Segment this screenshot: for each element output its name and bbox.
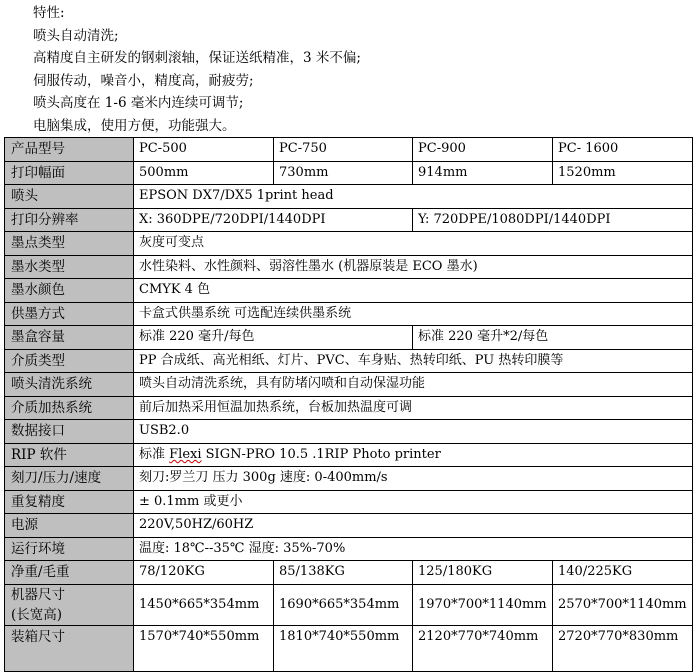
table-row-pack-size xyxy=(5,625,693,671)
cell-value: 1570*740*550mm xyxy=(134,625,274,671)
row-label: 产品型号 xyxy=(5,138,134,162)
table-row-resolution xyxy=(5,208,693,232)
cell-value: 220V,50HZ/60HZ xyxy=(134,514,693,538)
cell-value: 灰度可变点 xyxy=(134,232,693,256)
cell-value: 78/120KG xyxy=(134,561,274,585)
row-label: 墨水类型 xyxy=(5,255,134,279)
cell-value: 1970*700*1140mm xyxy=(413,584,553,625)
cell-value: 140/225KG xyxy=(553,561,693,585)
cell-value: 水性染料、水性颜料、弱溶性墨水 (机器原装是 ECO 墨水) xyxy=(134,255,693,279)
row-label: 介质加热系统 xyxy=(5,396,134,420)
cell-value: 500mm xyxy=(134,161,274,185)
table-row-cutter xyxy=(5,467,693,491)
cell-value: 2570*700*1140mm xyxy=(553,584,693,625)
row-label xyxy=(5,584,134,625)
row-label: 刻刀/压力/速度 xyxy=(5,467,134,491)
table-row-machine-size xyxy=(5,584,693,625)
cell-value: 标准 220 毫升*2/每色 xyxy=(413,326,693,350)
cell-value: 1810*740*550mm xyxy=(274,625,413,671)
cell-value: PC- 1600 xyxy=(553,138,693,162)
cell-value: 730mm xyxy=(274,161,413,185)
table-row-environment xyxy=(5,537,693,561)
feature-line: 喷头高度在 1-6 毫米内连续可调节; xyxy=(33,95,244,111)
row-label: 打印分辨率 xyxy=(5,208,134,232)
cell-value: USB2.0 xyxy=(134,420,693,444)
row-label: 墨点类型 xyxy=(5,232,134,256)
table-row-print-width xyxy=(5,161,693,185)
row-label-line: (长宽高) xyxy=(11,606,63,623)
row-label: 数据接口 xyxy=(5,420,134,444)
features-section xyxy=(33,2,673,137)
cell-value xyxy=(134,443,693,467)
cell-value: PC-750 xyxy=(274,138,413,162)
table-row-ink-supply xyxy=(5,302,693,326)
features-title: 特性: xyxy=(33,5,65,21)
cell-value: 喷头自动清洗系统，具有防堵闪喷和自动保湿功能 xyxy=(134,373,693,397)
feature-line: 喷头自动清洗; xyxy=(33,27,119,44)
row-label: 运行环境 xyxy=(5,537,134,561)
cell-value: X: 360DPE/720DPI/1440DPI xyxy=(134,208,413,232)
table-row-power xyxy=(5,514,693,538)
feature-line: 伺服传动，噪音小，精度高，耐疲劳; xyxy=(33,72,254,89)
table-row-ink-type xyxy=(5,255,693,279)
feature-line: 电脑集成，使用方便，功能强大。 xyxy=(33,117,236,134)
cell-value: 914mm xyxy=(413,161,553,185)
table-row-model xyxy=(5,138,693,162)
row-label: 电源 xyxy=(5,514,134,538)
row-label: 墨水颜色 xyxy=(5,279,134,303)
cell-value: 2120*770*740mm xyxy=(413,625,553,671)
table-row-cleaning xyxy=(5,373,693,397)
row-label: 装箱尺寸 xyxy=(5,625,134,671)
spec-table xyxy=(4,137,693,672)
table-row-heating xyxy=(5,396,693,420)
cell-value: 125/180KG xyxy=(413,561,553,585)
row-label: 供墨方式 xyxy=(5,302,134,326)
cell-value: 1450*665*354mm xyxy=(134,584,274,625)
cell-value: 前后加热采用恒温加热系统，台板加热温度可调 xyxy=(134,396,693,420)
cell-value: 卡盒式供墨系统 可选配连续供墨系统 xyxy=(134,302,693,326)
cell-value: 标准 220 毫升/每色 xyxy=(134,326,413,350)
table-row-cartridge xyxy=(5,326,693,350)
table-row-nozzle xyxy=(5,185,693,209)
table-row-accuracy xyxy=(5,490,693,514)
cell-value: PC-900 xyxy=(413,138,553,162)
row-label: 重复精度 xyxy=(5,490,134,514)
row-label: 墨盒容量 xyxy=(5,326,134,350)
rip-prefix: 标准 xyxy=(139,446,170,462)
cell-value: 1520mm xyxy=(553,161,693,185)
row-label: 打印幅面 xyxy=(5,161,134,185)
cell-value: 刻刀:罗兰刀 压力 300g 速度: 0-400mm/s xyxy=(134,467,693,491)
cell-value: PC-500 xyxy=(134,138,274,162)
cell-value: 85/138KG xyxy=(274,561,413,585)
row-label: 净重/毛重 xyxy=(5,561,134,585)
row-label: 喷头清洗系统 xyxy=(5,373,134,397)
rip-suffix: SIGN-PRO 10.5 .1RIP Photo printer xyxy=(201,446,441,462)
table-row-weight xyxy=(5,561,693,585)
cell-value: 2720*770*830mm xyxy=(553,625,693,671)
rip-flexi-word: Flexi xyxy=(169,446,202,462)
table-row-dot-type xyxy=(5,232,693,256)
table-row-media xyxy=(5,349,693,373)
row-label: 介质类型 xyxy=(5,349,134,373)
cell-value: EPSON DX7/DX5 1print head xyxy=(134,185,693,209)
feature-line: 高精度自主研发的钢刺滚轴，保证送纸精准，3 米不偏; xyxy=(33,50,361,66)
cell-value: CMYK 4 色 xyxy=(134,279,693,303)
cell-value: 1690*665*354mm xyxy=(274,584,413,625)
cell-value: PP 合成纸、高光相纸、灯片、PVC、车身贴、热转印纸、PU 热转印膜等 xyxy=(134,349,693,373)
table-row-rip xyxy=(5,443,693,467)
row-label: 喷头 xyxy=(5,185,134,209)
table-row-ink-color xyxy=(5,279,693,303)
table-row-interface xyxy=(5,420,693,444)
row-label: RIP 软件 xyxy=(5,443,134,467)
row-label-line: 机器尺寸 xyxy=(11,586,65,603)
cell-value: Y: 720DPE/1080DPI/1440DPI xyxy=(413,208,693,232)
cell-value: ± 0.1mm 或更小 xyxy=(134,490,693,514)
cell-value: 温度: 18℃--35℃ 湿度: 35%-70% xyxy=(134,537,693,561)
